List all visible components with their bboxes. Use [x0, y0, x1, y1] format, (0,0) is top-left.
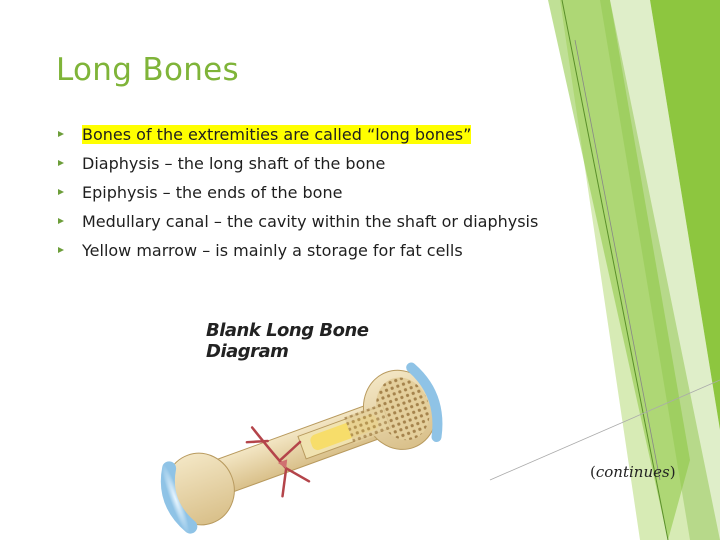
- triangle-right-icon: [56, 178, 66, 207]
- bullet-list: [56, 120, 538, 265]
- triangle-right-icon: [56, 149, 66, 178]
- slide-title: Long Bones: [56, 52, 239, 88]
- triangle-right-icon: [56, 120, 66, 149]
- bullet-text: Epiphysis – the ends of the bone: [82, 183, 343, 202]
- paren-open: (: [590, 463, 596, 481]
- diagram-title: Blank Long Bone Diagram: [206, 320, 369, 362]
- continues-note: [590, 463, 676, 481]
- bone-shape: [152, 360, 448, 535]
- bullet-item: [56, 178, 538, 207]
- bullet-item: [56, 207, 538, 236]
- bullet-text: Yellow marrow – is mainly a storage for fat cells: [82, 241, 463, 260]
- continues-word: continues: [595, 463, 670, 481]
- bullet-item: [56, 120, 538, 149]
- bullet-text: Medullary canal – the cavity within the shaft or diaphysis: [82, 212, 539, 231]
- bullet-text-highlighted: Bones of the extremities are called “long bones”: [82, 125, 472, 144]
- triangle-right-icon: [56, 236, 66, 265]
- paren-close: ): [669, 463, 676, 481]
- bullet-item: [56, 236, 538, 265]
- bullet-text: Diaphysis – the long shaft of the bone: [82, 154, 386, 173]
- bullet-item: [56, 149, 538, 178]
- long-bone-diagram: [150, 312, 450, 540]
- triangle-right-icon: [56, 207, 66, 236]
